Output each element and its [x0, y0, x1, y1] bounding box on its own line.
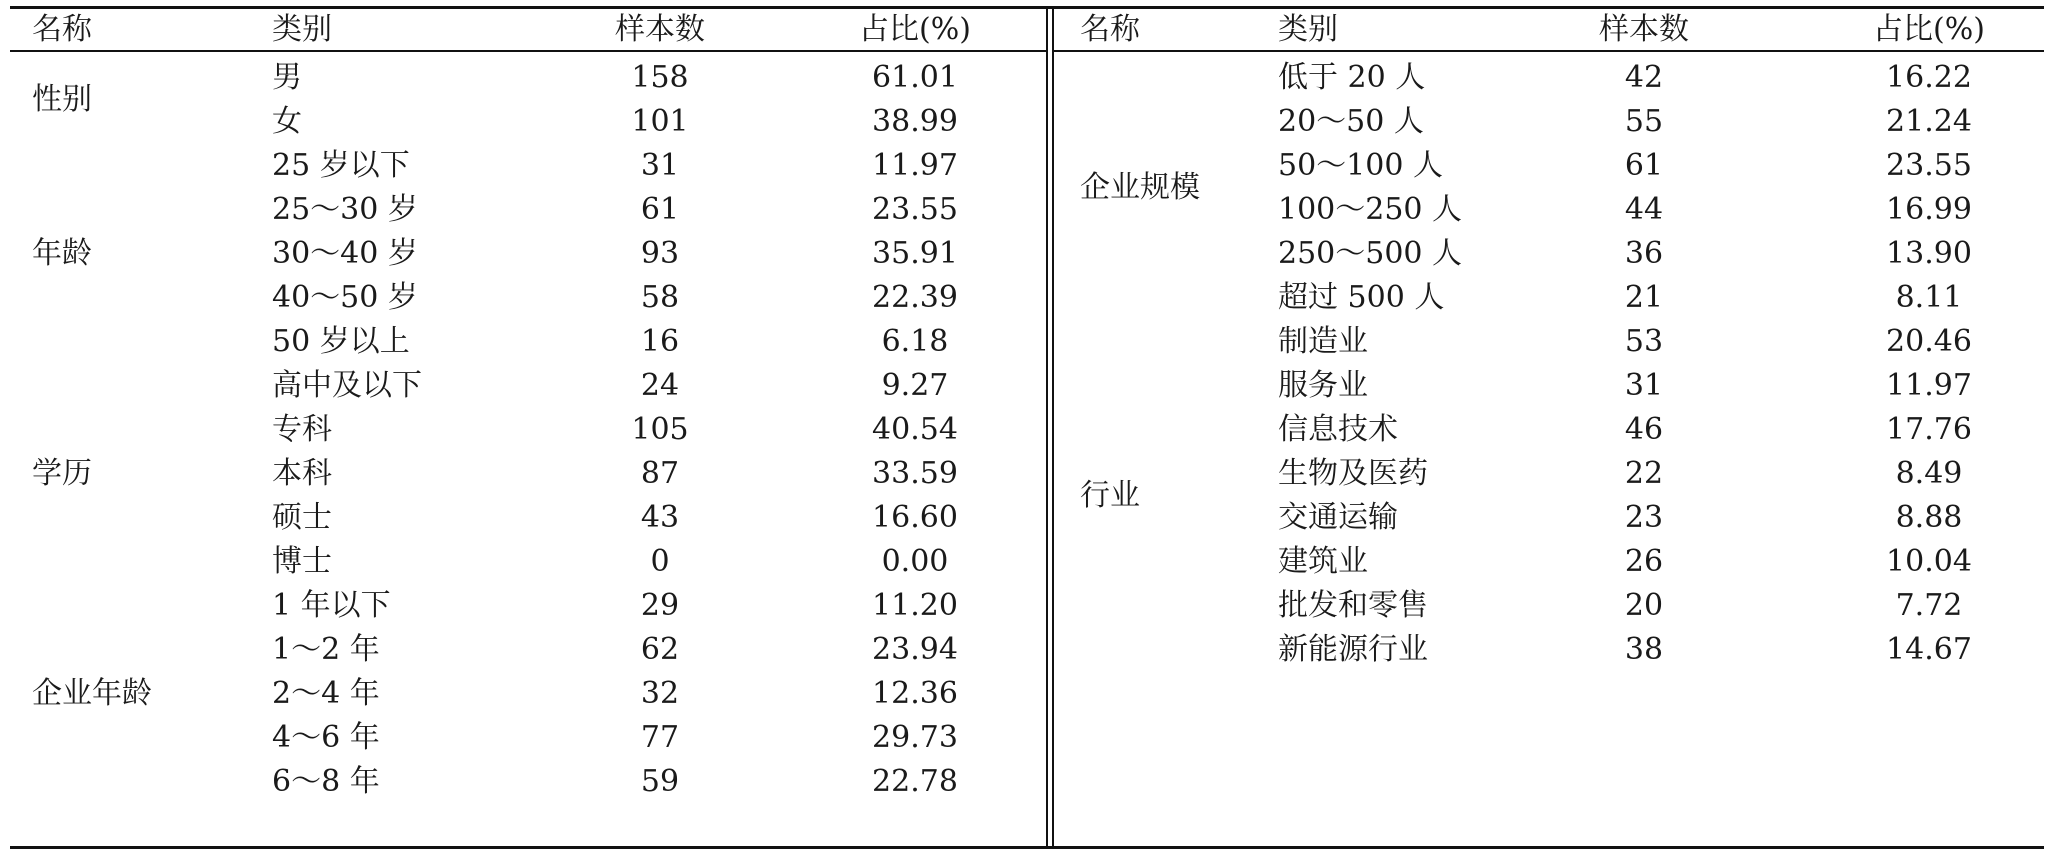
- left-header-row: [10, 9, 1046, 50]
- table-row: [1054, 56, 2044, 100]
- category-cell: 博士: [272, 544, 332, 579]
- category-cell: 2～4 年: [272, 676, 380, 711]
- samples-cell: 62: [640, 632, 680, 667]
- table-row: [10, 760, 1046, 804]
- samples-cell: 26: [1624, 544, 1664, 579]
- table-row: [1054, 496, 2044, 540]
- table-row: [10, 364, 1046, 408]
- samples-cell: 29: [640, 588, 680, 623]
- table-row: [10, 188, 1046, 232]
- samples-cell: 36: [1624, 236, 1664, 271]
- category-cell: 交通运输: [1278, 500, 1398, 535]
- percent-cell: 8.88: [1895, 500, 1963, 535]
- table-row: [1054, 276, 2044, 320]
- percent-cell: 33.59: [872, 456, 958, 491]
- table-row: [10, 56, 1046, 100]
- percent-cell: 35.91: [872, 236, 958, 271]
- samples-cell: 43: [640, 500, 680, 535]
- samples-cell: 53: [1624, 324, 1664, 359]
- samples-cell: 21: [1624, 280, 1664, 315]
- percent-cell: 40.54: [872, 412, 958, 447]
- percent-cell: 21.24: [1886, 104, 1972, 139]
- category-cell: 30～40 岁: [272, 236, 418, 271]
- samples-cell: 32: [640, 676, 680, 711]
- samples-cell: 23: [1624, 500, 1664, 535]
- percent-cell: 7.72: [1895, 588, 1963, 623]
- samples-cell: 93: [640, 236, 680, 271]
- samples-cell: 101: [631, 104, 689, 139]
- percent-cell: 61.01: [872, 60, 958, 95]
- percent-cell: 20.46: [1886, 324, 1972, 359]
- samples-cell: 105: [631, 412, 689, 447]
- category-cell: 建筑业: [1278, 544, 1368, 579]
- header-category: 类别: [1278, 12, 1338, 47]
- table-row: [10, 276, 1046, 320]
- sample-statistics-table: [10, 0, 2044, 864]
- category-cell: 服务业: [1278, 368, 1368, 403]
- samples-cell: 55: [1624, 104, 1664, 139]
- category-cell: 低于 20 人: [1278, 60, 1426, 95]
- table-row: [10, 628, 1046, 672]
- category-cell: 女: [272, 104, 302, 139]
- table-row: [1054, 320, 2044, 364]
- table-row: [1054, 408, 2044, 452]
- group-name-cell: 年龄: [32, 236, 92, 271]
- category-cell: 25～30 岁: [272, 192, 418, 227]
- percent-cell: 13.90: [1886, 236, 1972, 271]
- percent-cell: 6.18: [881, 324, 949, 359]
- percent-cell: 11.20: [872, 588, 958, 623]
- category-cell: 4～6 年: [272, 720, 380, 755]
- percent-cell: 23.94: [872, 632, 958, 667]
- category-cell: 本科: [272, 456, 332, 491]
- table-row: [10, 100, 1046, 144]
- header-percent: 占比(%): [1873, 12, 1985, 47]
- header-category: 类别: [272, 12, 332, 47]
- header-rule-left: [10, 50, 1046, 52]
- samples-cell: 158: [631, 60, 689, 95]
- category-cell: 专科: [272, 412, 332, 447]
- samples-cell: 61: [1624, 148, 1664, 183]
- samples-cell: 31: [640, 148, 680, 183]
- percent-cell: 8.49: [1895, 456, 1963, 491]
- group-name-cell: 行业: [1080, 478, 1140, 513]
- category-cell: 信息技术: [1278, 412, 1398, 447]
- table-row: [10, 672, 1046, 716]
- samples-cell: 0: [650, 544, 670, 579]
- samples-cell: 24: [640, 368, 680, 403]
- table-row: [1054, 100, 2044, 144]
- table-row: [1054, 364, 2044, 408]
- group-name-cell: 性别: [32, 82, 92, 117]
- table-row: [10, 144, 1046, 188]
- percent-cell: 14.67: [1886, 632, 1972, 667]
- percent-cell: 9.27: [881, 368, 949, 403]
- table-row: [10, 452, 1046, 496]
- samples-cell: 87: [640, 456, 680, 491]
- samples-cell: 16: [640, 324, 680, 359]
- percent-cell: 0.00: [881, 544, 949, 579]
- percent-cell: 16.22: [1886, 60, 1972, 95]
- table-row: [1054, 144, 2044, 188]
- right-header-row: [1054, 9, 2044, 50]
- category-cell: 男: [272, 60, 302, 95]
- category-cell: 100～250 人: [1278, 192, 1463, 227]
- table-row: [10, 496, 1046, 540]
- samples-cell: 20: [1624, 588, 1664, 623]
- category-cell: 25 岁以下: [272, 148, 410, 183]
- category-cell: 硕士: [272, 500, 332, 535]
- samples-cell: 59: [640, 764, 680, 799]
- category-cell: 制造业: [1278, 324, 1368, 359]
- percent-cell: 11.97: [872, 148, 958, 183]
- table-row: [10, 584, 1046, 628]
- samples-cell: 22: [1624, 456, 1664, 491]
- category-cell: 50～100 人: [1278, 148, 1443, 183]
- double-divider-line-1: [1046, 9, 1048, 846]
- header-rule-right: [1054, 50, 2044, 52]
- table-row: [1054, 232, 2044, 276]
- percent-cell: 12.36: [872, 676, 958, 711]
- category-cell: 1～2 年: [272, 632, 380, 667]
- table-row: [10, 232, 1046, 276]
- table-row: [1054, 188, 2044, 232]
- table-row: [10, 540, 1046, 584]
- table-bottom-rule: [10, 846, 2044, 849]
- samples-cell: 58: [640, 280, 680, 315]
- category-cell: 超过 500 人: [1278, 280, 1445, 315]
- table-row: [1054, 452, 2044, 496]
- header-name: 名称: [1080, 12, 1140, 47]
- percent-cell: 38.99: [872, 104, 958, 139]
- header-percent: 占比(%): [859, 12, 971, 47]
- percent-cell: 17.76: [1886, 412, 1972, 447]
- category-cell: 40～50 岁: [272, 280, 418, 315]
- percent-cell: 8.11: [1895, 280, 1963, 315]
- percent-cell: 10.04: [1886, 544, 1972, 579]
- percent-cell: 23.55: [872, 192, 958, 227]
- header-samples: 样本数: [615, 12, 705, 47]
- samples-cell: 61: [640, 192, 680, 227]
- table-row: [10, 716, 1046, 760]
- percent-cell: 16.60: [872, 500, 958, 535]
- samples-cell: 77: [640, 720, 680, 755]
- group-name-cell: 企业规模: [1080, 170, 1200, 205]
- category-cell: 高中及以下: [272, 368, 422, 403]
- percent-cell: 16.99: [1886, 192, 1972, 227]
- category-cell: 生物及医药: [1278, 456, 1428, 491]
- header-samples: 样本数: [1599, 12, 1689, 47]
- header-name: 名称: [32, 12, 92, 47]
- category-cell: 6～8 年: [272, 764, 380, 799]
- percent-cell: 22.78: [872, 764, 958, 799]
- category-cell: 1 年以下: [272, 588, 391, 623]
- table-row: [1054, 628, 2044, 672]
- category-cell: 20～50 人: [1278, 104, 1424, 139]
- samples-cell: 31: [1624, 368, 1664, 403]
- samples-cell: 44: [1624, 192, 1664, 227]
- category-cell: 250～500 人: [1278, 236, 1463, 271]
- percent-cell: 22.39: [872, 280, 958, 315]
- category-cell: 批发和零售: [1278, 588, 1428, 623]
- percent-cell: 29.73: [872, 720, 958, 755]
- samples-cell: 46: [1624, 412, 1664, 447]
- table-row: [10, 408, 1046, 452]
- category-cell: 50 岁以上: [272, 324, 410, 359]
- group-name-cell: 学历: [32, 456, 92, 491]
- samples-cell: 38: [1624, 632, 1664, 667]
- percent-cell: 11.97: [1886, 368, 1972, 403]
- table-row: [1054, 584, 2044, 628]
- category-cell: 新能源行业: [1278, 632, 1428, 667]
- percent-cell: 23.55: [1886, 148, 1972, 183]
- group-name-cell: 企业年龄: [32, 676, 152, 711]
- table-row: [10, 320, 1046, 364]
- samples-cell: 42: [1624, 60, 1664, 95]
- table-row: [1054, 540, 2044, 584]
